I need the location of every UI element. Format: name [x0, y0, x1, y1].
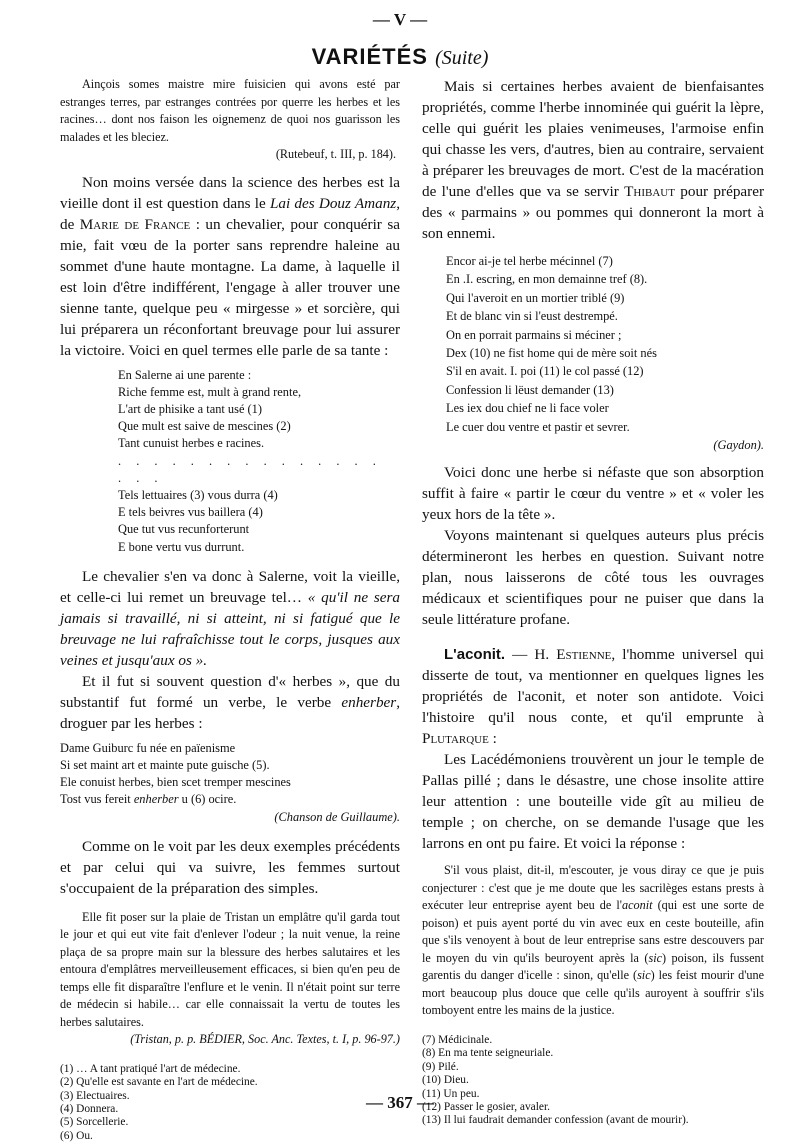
footnote: (9) Pilé.: [422, 1060, 459, 1073]
verse-line: Et de blanc vin si l'eust destrempé.: [446, 309, 618, 324]
footnote: (2) Qu'elle est savante en l'art de médecine.: [60, 1076, 258, 1089]
verse-guillaume: [60, 740, 400, 826]
verse-line: Si set maint art et mainte pute guische (5).: [60, 757, 270, 772]
paragraph-enherber: Et il fut si souvent question d'« herbes », que du substantif fut formé un verbe, le verbe enherber, droguer par les herbes :: [60, 672, 400, 732]
paragraph-lacedemoniens: Les Lacédémoniens trouvèrent un jour le temple de Pallas pillé ; dans le désastre, une chose insolite attire leur attention : une bouteille vide gît au milieu de temple ; on cherche, on se demande l'usage que les larrons en ont pu faire. Et voici la réponse :: [422, 751, 764, 853]
lai-title: Lai des Douz Amanz: [269, 194, 397, 212]
footnote: (10) Dieu.: [422, 1074, 469, 1087]
verse-line: Que tut vus recunforterunt: [118, 522, 250, 537]
verse-line: Tant cunuist herbes e racines.: [118, 436, 265, 451]
paragraph-auteurs: Voyons maintenant si quelques auteurs plus précis détermineront les herbes en question. Suivant notre plan, nous laisserons de côté tous les ouvrages médicaux et scientifiques pour ne puiser que dans la seule littérature profane.: [422, 527, 764, 629]
footnote: (7) Médicinale.: [422, 1033, 493, 1046]
title-text: VARIÉTÉS: [311, 44, 428, 69]
verse-line: En .I. escring, en mon demainne tref (8).: [446, 272, 648, 287]
verse-line: Ele conuist herbes, bien scet tremper mescines: [60, 775, 291, 790]
title-suite: (Suite): [435, 47, 489, 69]
gaydon-citation: (Gaydon).: [713, 438, 764, 453]
footnote: (3) Electuaires.: [60, 1089, 130, 1102]
verse-ellipsis: . . . . . . . . . . . . . . . . . .: [118, 453, 382, 485]
right-column: [422, 76, 764, 1128]
verse-line: Les iex dou chief ne li face voler: [446, 401, 609, 416]
verse-lai: [60, 367, 400, 556]
footnote: (5) Sorcellerie.: [60, 1116, 129, 1129]
verse-line: Tost vus fereit enherber u (6) ocire.: [60, 792, 237, 807]
footnote: (6) Ou.: [60, 1129, 93, 1142]
paragraph-lai: Non moins versée dans la science des herbes est la vieille dont il est question dans le Lai des Douz Amanz, de Marie de France : un chevalier, pour conquérir sa mie, fait vœu de la porter sans reprendre haleine au sommet d'une haute montagne. La dame, à laquelle il est loin d'être indifférent, l'engage à aller trouver une sienne tante, quelque peu « mirgesse » et sorcière, qui lui préparera un réconfortant breuvage pour lui assurer la victoire. Voici en quel termes elle parle de sa tante :: [60, 173, 400, 359]
footnote: (4) Donnera.: [60, 1102, 119, 1115]
paragraph-salerne: Le chevalier s'en va donc à Salerne, voit la vieille, et celle-ci lui remet un breuvage tel… « qu'il ne sera jamais si travaillé, ni si atteint, ni si fatigué que le breuvage ne lui rafraîchisse tout le corps, jusques aux veines et jusqu'aux os ».: [60, 567, 400, 669]
footnote: (1) … A tant pratiqué l'art de médecine.: [60, 1062, 241, 1075]
page-title: [0, 44, 800, 70]
verse-line: Encor ai-je tel herbe mécinnel (7): [446, 254, 613, 268]
author-thibaut: Thibaut: [624, 183, 675, 200]
paragraph-aconit: L'aconit. — H. Estienne, l'homme universel qui disserte de tout, va mentionner en quelques lignes les propriétés de l'aconit, et noter son antidote. Voici l'histoire qu'il nous conte, et qu'il emprunte à Plutarque :: [422, 646, 764, 748]
footnote: (13) Il lui faudrait demander confession (avant de mourir).: [422, 1114, 689, 1127]
verse-gaydon: [422, 252, 764, 454]
footnotes-right: [422, 1034, 764, 1128]
paragraph-herbes-mort: Mais si certaines herbes avaient de bienfaisantes propriétés, comme l'herbe innominée qui guérit la lèpre, celle qui guérit les plaies venimeuses, l'armoise enfin qui chasse les vers, d'autres, bien au contraire, servaient à préparer les breuvages de mort. C'est de la macération de l'une d'elles que va se servir Thibaut pour préparer des « parmains » ou pommes qui donneront la mort à son ennemi.: [422, 78, 765, 242]
left-column: [60, 76, 400, 1143]
footnote: (8) En ma tente seigneuriale.: [422, 1047, 554, 1060]
author-marie: Marie de France: [79, 215, 191, 233]
paragraph-femmes: Comme on le voit par les deux exemples précédents et par celui qui va suivre, les femmes surtout s'occupaient de la préparation des simples.: [60, 837, 400, 897]
verse-line: En Salerne ai une parente :: [118, 367, 252, 382]
section-roman-numeral: — V —: [372, 10, 428, 29]
verse-line: Le cuer dou ventre et pastir et sevrer.: [446, 419, 630, 434]
page-number: — 367 —: [366, 1093, 434, 1112]
verse-line: S'il en avait. I. poi (11) le col passé (12): [446, 364, 644, 379]
verse-line: E tels beivres vus baillera (4): [118, 505, 263, 520]
verse-line: Confession li lëust demander (13): [446, 382, 614, 397]
tristan-quote: Elle fit poser sur la plaie de Tristan un emplâtre qu'il garda tout le jour et qui eut vite fait d'enlever l'odeur ; la nuit venue, la reine plaça de sa propre main sur la blessure des herbes salutaires et les entoura d'emplâtres merveilleusement efficaces, si bien qu'en peu de temps elle fit disparaître l'enflure et le venin. Il n'était point sur terre de médecin si habile… car elle connaissait la vertu de toutes les herbes salutaires.: [60, 909, 400, 1029]
verse-line: Que mult est saive de mescines (2): [118, 419, 291, 434]
author-estienne: Estienne: [556, 646, 612, 664]
word-enherber: enherber: [341, 693, 397, 711]
aconit-heading: L'aconit.: [444, 646, 506, 664]
breuvage-quote: « qu'il ne sera jamais si travaillé, ni si atteint, ni si fatigué que le breuvage ne lui rafraîchisse tout le corps, jusques aux veines et jusqu'aux os ».: [60, 588, 400, 669]
rutebeuf-citation: (Rutebeuf, t. III, p. 184).: [275, 147, 396, 161]
guillaume-citation: (Chanson de Guillaume).: [274, 809, 400, 824]
estienne-quote: S'il vous plaist, dit-il, m'escouter, je vous diray ce que je puis conjecturer : c'est que je me doute que les sacrilèges estans prests à exécuter leur entreprise ayent beu de l'aconit (qui est une sorte de poison) et puis ayent porté du vin avec eux en ceste bouteille, afin que s'ils venoyent à bout de leur entreprise sans estre descouvers par le moyen du vin qu'ils beuroyent après la (sic) poison, ils fussent garentis du danger d'icelle : sinon, qu'elle (sic) les feist mourir d'une mort beaucoup plus douce que celle qu'ils auroyent à souffrir s'ils tomboyent entre les mains de la justice.: [422, 863, 765, 1018]
footnote: (12) Passer le gosier, avaler.: [422, 1101, 550, 1113]
verse-line: L'art de phisike a tant usé (1): [118, 401, 262, 416]
verse-line: Qui l'averoit en un mortier triblé (9): [446, 290, 625, 305]
verse-line: E bone vertu vus durrunt.: [118, 539, 245, 554]
verse-line: Dame Guiburc fu née en païenisme: [60, 740, 236, 755]
author-plutarque: Plutarque: [422, 730, 489, 748]
verse-line: Dex (10) ne fist home qui de mère soit nés: [446, 346, 657, 361]
verse-line: Tels lettuaires (3) vous durra (4): [118, 487, 278, 502]
paragraph-nefaste: Voici donc une herbe si néfaste que son absorption suffit à faire « partir le cœur du ventre » et « voler les yeux hors de la tête ».: [422, 464, 764, 524]
tristan-citation: (Tristan, p. p. BÉDIER, Soc. Anc. Textes, t. I, p. 96-97.): [130, 1032, 400, 1047]
footnote: (11) Un peu.: [422, 1087, 480, 1100]
rutebeuf-quote: Ainçois somes maistre mire fuisicien qui avons esté par estranges terres, par estranges contrées por querre les herbes et les racines… dont nos faison les oignemenz de quoi nos guarisson les malades et les bleciez.: [60, 77, 400, 144]
verse-line: Riche femme est, mult à grand rente,: [118, 384, 302, 399]
verse-line: On en porrait parmains si méciner ;: [446, 327, 622, 342]
